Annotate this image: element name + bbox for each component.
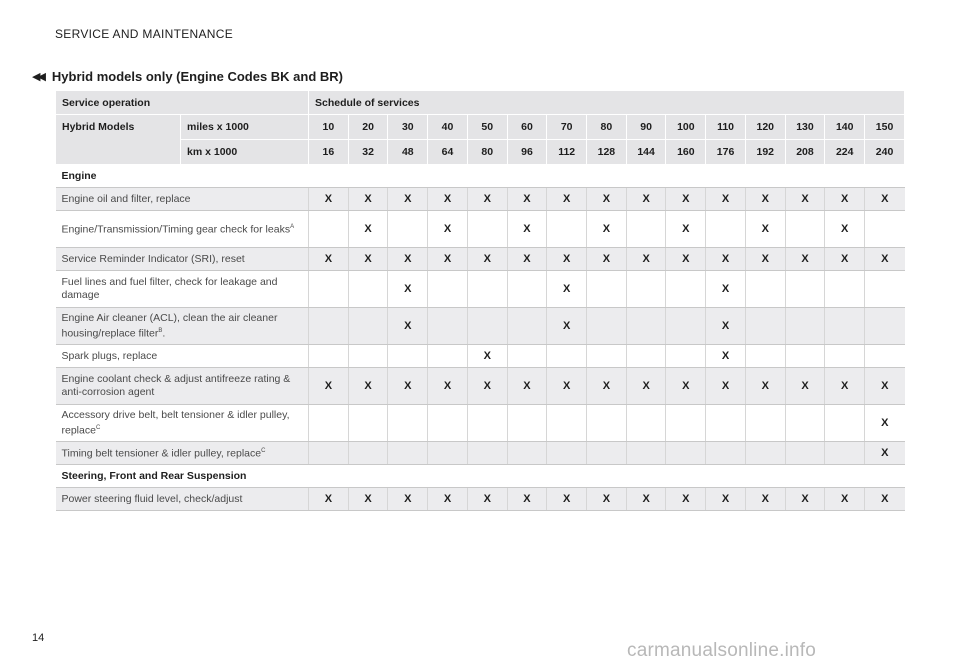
km-interval: 48 [388,140,428,165]
schedule-cell [309,271,349,308]
schedule-cell [706,211,746,248]
schedule-cell [785,271,825,308]
schedule-cell: X [626,188,666,211]
schedule-cell: X [388,488,428,511]
schedule-cell: X [547,188,587,211]
schedule-cell: X [706,188,746,211]
service-operation-label: Engine coolant check & adjust antifreeze rating & anti-corrosion agent [56,368,309,405]
schedule-cell: X [467,345,507,368]
schedule-cell [547,442,587,465]
schedule-cell [666,345,706,368]
schedule-cell [388,165,428,188]
schedule-cell [587,442,627,465]
table-row [56,442,905,465]
schedule-cell [587,405,627,442]
schedule-cell [547,405,587,442]
schedule-cell [785,165,825,188]
schedule-cell [467,442,507,465]
schedule-cell [348,165,388,188]
footnote-marker: C [261,448,266,455]
km-interval: 192 [745,140,785,165]
schedule-cell [388,442,428,465]
km-interval: 96 [507,140,547,165]
schedule-cell [825,308,865,345]
miles-unit-label: miles x 1000 [181,115,309,140]
schedule-cell: X [388,271,428,308]
schedule-cell [348,465,388,488]
schedule-cell [865,271,905,308]
schedule-cell [309,165,349,188]
schedule-cell [348,345,388,368]
table-header-row [56,91,905,115]
schedule-cell: X [348,211,388,248]
service-operation-label: Engine oil and filter, replace [56,188,309,211]
schedule-cell [388,211,428,248]
table-row [56,368,905,405]
schedule-cell: X [745,368,785,405]
schedule-cell [388,465,428,488]
schedule-cell: X [587,188,627,211]
schedule-cell [865,211,905,248]
schedule-cell [626,211,666,248]
schedule-cell [666,165,706,188]
schedule-cell: X [825,368,865,405]
footnote-marker: C [95,424,101,431]
schedule-cell: X [706,488,746,511]
schedule-cell [587,465,627,488]
schedule-cell [348,308,388,345]
km-interval: 80 [467,140,507,165]
schedule-cell: X [348,368,388,405]
service-operation-label: Accessory drive belt, belt tensioner & idler pulley, replace$^C$ [56,405,309,442]
miles-interval: 110 [706,115,746,140]
schedule-cell: X [666,211,706,248]
km-row [56,140,905,165]
schedule-cell: X [666,368,706,405]
km-interval: 224 [825,140,865,165]
miles-interval: 40 [428,115,468,140]
section-title [32,69,343,84]
service-operation-label: Power steering fluid level, check/adjust [56,488,309,511]
schedule-cell: X [626,248,666,271]
schedule-cell: X [587,248,627,271]
schedule-cell: X [587,488,627,511]
schedule-cell [587,345,627,368]
schedule-cell: X [348,188,388,211]
schedule-cell: X [706,308,746,345]
schedule-cell: X [865,488,905,511]
schedule-cell: X [348,488,388,511]
schedule-cell [626,442,666,465]
table-row [56,488,905,511]
schedule-cell [666,465,706,488]
miles-interval: 30 [388,115,428,140]
schedule-cell: X [745,188,785,211]
schedule-cell: X [825,248,865,271]
schedule-cell [467,271,507,308]
schedule-cell: X [388,248,428,271]
schedule-cell [745,442,785,465]
schedule-cell [865,465,905,488]
schedule-cell [666,405,706,442]
schedule-cell [309,442,349,465]
schedule-cell [507,271,547,308]
schedule-cell [865,345,905,368]
schedule-cell [428,442,468,465]
footnote-marker: B [158,327,163,334]
schedule-cell: X [865,248,905,271]
km-interval: 64 [428,140,468,165]
schedule-cell [428,308,468,345]
schedule-cell: X [507,368,547,405]
schedule-cell: X [865,368,905,405]
km-interval: 144 [626,140,666,165]
schedule-cell: X [428,368,468,405]
miles-interval: 20 [348,115,388,140]
schedule-cell: X [785,488,825,511]
schedule-cell [467,465,507,488]
schedule-cell [825,442,865,465]
schedule-cell: X [666,188,706,211]
schedule-cell [785,345,825,368]
schedule-cell: X [388,368,428,405]
schedule-cell: X [507,488,547,511]
category-row [56,165,905,188]
service-operation-label: Spark plugs, replace [56,345,309,368]
schedule-cell: X [785,188,825,211]
table-row [56,211,905,248]
footnote-marker: A [290,224,295,231]
watermark: carmanualsonline.info [627,640,817,661]
schedule-cell [626,345,666,368]
schedule-cell [785,308,825,345]
schedule-cell [428,271,468,308]
schedule-cell: X [745,211,785,248]
service-schedule-table [55,90,905,511]
miles-interval: 10 [309,115,349,140]
schedule-cell: X [865,442,905,465]
service-operation-header: Service operation [56,91,309,115]
schedule-cell: X [706,248,746,271]
schedule-cell [388,405,428,442]
km-unit-label: km x 1000 [181,140,309,165]
schedule-cell [547,211,587,248]
schedule-cell: X [626,368,666,405]
km-interval: 32 [348,140,388,165]
schedule-cell: X [467,488,507,511]
schedule-cell: X [547,488,587,511]
schedule-cell: X [547,271,587,308]
table-row [56,308,905,345]
schedule-header: Schedule of services [309,91,905,115]
schedule-cell [745,405,785,442]
service-operation-label: Engine Air cleaner (ACL), clean the air cleaner housing/replace filter$^B$. [56,308,309,345]
km-interval: 240 [865,140,905,165]
table-row [56,405,905,442]
schedule-cell: X [388,188,428,211]
miles-interval: 70 [547,115,587,140]
schedule-cell: X [745,248,785,271]
schedule-cell: X [706,345,746,368]
schedule-cell [666,271,706,308]
schedule-cell [825,165,865,188]
schedule-cell: X [507,211,547,248]
miles-interval: 150 [865,115,905,140]
schedule-cell [428,465,468,488]
schedule-cell: X [547,368,587,405]
double-chevron-left-icon[interactable]: ◀◀ [32,71,43,83]
schedule-cell: X [825,488,865,511]
km-interval: 208 [785,140,825,165]
schedule-cell: X [547,248,587,271]
schedule-cell [428,345,468,368]
schedule-cell [467,405,507,442]
schedule-cell [785,442,825,465]
schedule-cell [309,465,349,488]
schedule-cell [706,165,746,188]
schedule-cell: X [428,211,468,248]
table-row [56,345,905,368]
page-header: SERVICE AND MAINTENANCE [55,27,234,41]
schedule-cell: X [785,368,825,405]
schedule-cell: X [309,368,349,405]
schedule-cell [428,165,468,188]
table-body [56,165,905,511]
schedule-cell: X [865,188,905,211]
schedule-cell [309,211,349,248]
km-interval: 176 [706,140,746,165]
schedule-cell: X [626,488,666,511]
service-operation-label: Service Reminder Indicator (SRI), reset [56,248,309,271]
schedule-cell [745,345,785,368]
schedule-cell [467,165,507,188]
schedule-cell [309,345,349,368]
schedule-cell [785,405,825,442]
schedule-cell [626,271,666,308]
schedule-cell [706,405,746,442]
schedule-cell [745,271,785,308]
schedule-cell [666,442,706,465]
km-interval: 112 [547,140,587,165]
miles-row [56,115,905,140]
schedule-cell [587,271,627,308]
section-title-text: Hybrid models only (Engine Codes BK and BR) [51,69,343,84]
schedule-cell [626,165,666,188]
miles-interval: 80 [587,115,627,140]
table-row [56,271,905,308]
schedule-cell [626,308,666,345]
schedule-cell: X [428,188,468,211]
schedule-cell: X [428,488,468,511]
km-interval: 16 [309,140,349,165]
schedule-cell [745,308,785,345]
schedule-cell: X [666,248,706,271]
schedule-cell: X [467,368,507,405]
schedule-cell [825,465,865,488]
service-operation-label: Engine/Transmission/Timing gear check for leaks$^A$ [56,211,309,248]
schedule-cell: X [547,308,587,345]
schedule-cell [547,345,587,368]
schedule-cell [865,165,905,188]
miles-interval: 60 [507,115,547,140]
category-row [56,465,905,488]
schedule-cell [309,308,349,345]
schedule-cell [547,165,587,188]
table-row [56,188,905,211]
schedule-cell: X [825,188,865,211]
miles-interval: 130 [785,115,825,140]
schedule-cell [507,345,547,368]
schedule-cell: X [507,188,547,211]
schedule-cell [507,465,547,488]
schedule-cell: X [309,188,349,211]
schedule-cell [507,442,547,465]
schedule-cell [745,165,785,188]
schedule-cell [626,405,666,442]
schedule-cell: X [865,405,905,442]
schedule-cell: X [666,488,706,511]
schedule-cell: X [706,271,746,308]
schedule-cell [388,345,428,368]
schedule-cell [467,211,507,248]
schedule-cell [666,308,706,345]
schedule-cell [587,165,627,188]
schedule-cell [626,465,666,488]
schedule-cell [825,345,865,368]
schedule-cell: X [309,248,349,271]
schedule-cell [309,405,349,442]
schedule-cell [467,308,507,345]
page-number: 14 [32,632,45,644]
schedule-cell [706,465,746,488]
service-operation-label: Timing belt tensioner & idler pulley, replace$^C$ [56,442,309,465]
schedule-cell: X [587,211,627,248]
schedule-cell: X [467,188,507,211]
km-interval: 160 [666,140,706,165]
schedule-cell: X [388,308,428,345]
miles-interval: 140 [825,115,865,140]
miles-interval: 50 [467,115,507,140]
miles-interval: 100 [666,115,706,140]
schedule-cell [587,308,627,345]
schedule-cell [825,271,865,308]
schedule-cell [865,308,905,345]
schedule-cell [706,442,746,465]
schedule-cell: X [467,248,507,271]
schedule-cell [507,308,547,345]
schedule-cell: X [706,368,746,405]
schedule-cell [785,465,825,488]
schedule-cell: X [825,211,865,248]
schedule-cell [785,211,825,248]
schedule-cell [428,405,468,442]
miles-interval: 120 [745,115,785,140]
schedule-cell: X [309,488,349,511]
schedule-cell [507,165,547,188]
schedule-cell: X [587,368,627,405]
schedule-cell [348,271,388,308]
hybrid-models-label: Hybrid Models [56,115,181,165]
schedule-cell: X [348,248,388,271]
miles-interval: 90 [626,115,666,140]
service-operation-label: Steering, Front and Rear Suspension [56,465,309,488]
schedule-cell: X [785,248,825,271]
schedule-cell [348,442,388,465]
service-operation-label: Fuel lines and fuel filter, check for leakage and damage [56,271,309,308]
table-row [56,248,905,271]
km-interval: 128 [587,140,627,165]
schedule-cell: X [428,248,468,271]
schedule-cell [825,405,865,442]
schedule-cell [745,465,785,488]
schedule-cell [348,405,388,442]
service-operation-label: Engine [56,165,309,188]
schedule-cell [547,465,587,488]
schedule-cell: X [745,488,785,511]
schedule-cell [507,405,547,442]
schedule-cell: X [507,248,547,271]
